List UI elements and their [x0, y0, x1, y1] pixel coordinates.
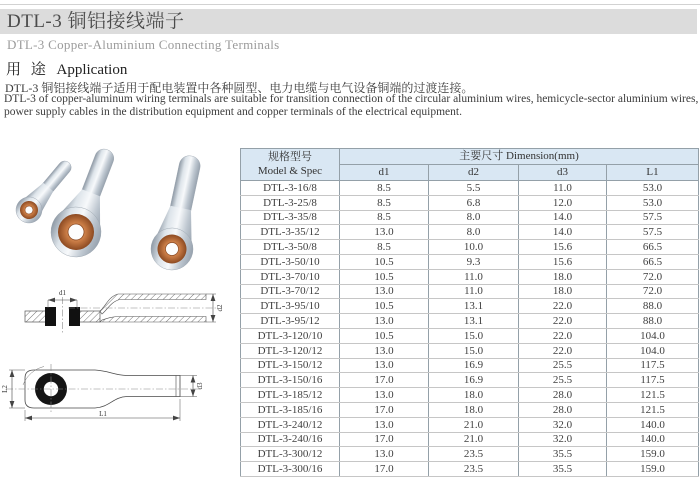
- table-row: [241, 388, 699, 403]
- model-cell: DTL-3-50/10: [241, 254, 340, 269]
- dimension-cell: 8.0: [429, 210, 519, 225]
- dimension-cell: 16.9: [429, 373, 519, 388]
- table-row: [241, 195, 699, 210]
- header-row-group: [241, 149, 699, 165]
- dimension-cell: 9.3: [429, 254, 519, 269]
- dimension-cell: 13.0: [340, 447, 429, 462]
- terminal-lug-large: [147, 152, 212, 274]
- dimension-cell: 121.5: [607, 402, 699, 417]
- dimension-cell: 72.0: [607, 269, 699, 284]
- dimension-cell: 22.0: [519, 314, 607, 329]
- dimension-cell: 159.0: [607, 447, 699, 462]
- dimension-cell: 13.1: [429, 314, 519, 329]
- model-cell: DTL-3-300/12: [241, 447, 340, 462]
- top-view-diagram: [0, 363, 235, 425]
- dimension-cell: 13.0: [340, 417, 429, 432]
- dimension-cell: 10.5: [340, 254, 429, 269]
- dimension-cell: 88.0: [607, 314, 699, 329]
- dimension-cell: 18.0: [519, 284, 607, 299]
- table-row: [241, 417, 699, 432]
- dimension-cell: 15.6: [519, 254, 607, 269]
- section-view-diagram: [0, 284, 235, 342]
- dimension-cell: 159.0: [607, 462, 699, 477]
- table-row: [241, 462, 699, 477]
- model-cell: DTL-3-25/8: [241, 195, 340, 210]
- table-row: [241, 225, 699, 240]
- dimension-cell: 16.9: [429, 358, 519, 373]
- model-cell: DTL-3-95/12: [241, 314, 340, 329]
- dimension-cell: 10.5: [340, 299, 429, 314]
- model-spec-header-en: Model & Spec: [257, 164, 323, 177]
- dimension-cell: 18.0: [519, 269, 607, 284]
- dimension-cell: 57.5: [607, 210, 699, 225]
- col-header-d2: d2: [429, 165, 519, 181]
- dimension-cell: 25.5: [519, 373, 607, 388]
- model-cell: DTL-3-185/16: [241, 402, 340, 417]
- table-row: [241, 210, 699, 225]
- dimension-cell: 10.5: [340, 269, 429, 284]
- model-cell: DTL-3-35/12: [241, 225, 340, 240]
- ring-section-block: [69, 307, 80, 326]
- page-title-bar: [0, 9, 697, 34]
- dimension-cell: 28.0: [519, 402, 607, 417]
- dimension-cell: 28.0: [519, 388, 607, 403]
- dimension-cell: 140.0: [607, 417, 699, 432]
- dimension-cell: 23.5: [429, 462, 519, 477]
- spec-table: [240, 148, 699, 477]
- dimension-cell: 22.0: [519, 299, 607, 314]
- dimension-cell: 10.5: [340, 328, 429, 343]
- table-row: [241, 328, 699, 343]
- dimension-group-header: 主要尺寸 Dimension(mm): [340, 149, 699, 165]
- dimension-cell: 6.8: [429, 195, 519, 210]
- model-cell: DTL-3-50/8: [241, 240, 340, 255]
- table-row: [241, 314, 699, 329]
- dimension-cell: 53.0: [607, 181, 699, 196]
- dimension-cell: 15.0: [429, 328, 519, 343]
- dim-label-L2: L2: [1, 385, 9, 393]
- dimension-cell: 21.0: [429, 432, 519, 447]
- application-text-zh: DTL-3 铜铝接线端子适用于配电装置中各种圆型、电力电缆与电气设备铜端的过渡连接。: [5, 81, 474, 95]
- spec-table-head: [241, 149, 699, 181]
- dimension-cell: 15.6: [519, 240, 607, 255]
- dimension-cell: 35.5: [519, 462, 607, 477]
- product-photo: [0, 142, 235, 290]
- model-spec-header-zh: 规格型号: [268, 150, 312, 163]
- dim-label-L1: L1: [99, 410, 107, 418]
- dimension-cell: 21.0: [429, 417, 519, 432]
- model-cell: DTL-3-95/10: [241, 299, 340, 314]
- dimension-cell: 140.0: [607, 432, 699, 447]
- model-cell: DTL-3-35/8: [241, 210, 340, 225]
- dimension-cell: 53.0: [607, 195, 699, 210]
- dimension-cell: 13.0: [340, 314, 429, 329]
- dimension-cell: 104.0: [607, 343, 699, 358]
- table-row: [241, 343, 699, 358]
- model-cell: DTL-3-185/12: [241, 388, 340, 403]
- model-cell: DTL-3-16/8: [241, 181, 340, 196]
- dimension-cell: 117.5: [607, 358, 699, 373]
- dimension-cell: 11.0: [429, 284, 519, 299]
- dimension-cell: 22.0: [519, 328, 607, 343]
- dimension-cell: 66.5: [607, 254, 699, 269]
- dimension-cell: 32.0: [519, 432, 607, 447]
- dimension-cell: 17.0: [340, 462, 429, 477]
- col-header-L1: L1: [607, 165, 699, 181]
- top-divider: [0, 4, 700, 5]
- terminal-lug-medium: [44, 142, 131, 264]
- dimension-cell: 13.1: [429, 299, 519, 314]
- model-cell: DTL-3-240/16: [241, 432, 340, 447]
- dimension-cell: 8.5: [340, 181, 429, 196]
- table-row: [241, 284, 699, 299]
- barrel-wall-top: [100, 294, 206, 314]
- application-heading: [6, 58, 127, 79]
- dimension-cell: 8.5: [340, 240, 429, 255]
- model-cell: DTL-3-150/12: [241, 358, 340, 373]
- dimension-cell: 13.0: [340, 358, 429, 373]
- table-row: [241, 181, 699, 196]
- table-row: [241, 358, 699, 373]
- dimension-cell: 104.0: [607, 328, 699, 343]
- dimension-cell: 13.0: [340, 388, 429, 403]
- dimension-cell: 14.0: [519, 210, 607, 225]
- dimension-cell: 117.5: [607, 373, 699, 388]
- dimension-cell: 10.0: [429, 240, 519, 255]
- table-row: [241, 373, 699, 388]
- dimension-cell: 18.0: [429, 402, 519, 417]
- dimension-cell: 14.0: [519, 225, 607, 240]
- dimension-cell: 8.0: [429, 225, 519, 240]
- col-header-d3: d3: [519, 165, 607, 181]
- dimension-cell: 13.0: [340, 284, 429, 299]
- dimension-cell: 57.5: [607, 225, 699, 240]
- dimension-cell: 121.5: [607, 388, 699, 403]
- dimension-cell: 5.5: [429, 181, 519, 196]
- dimension-cell: 11.0: [519, 181, 607, 196]
- dimension-cell: 8.5: [340, 195, 429, 210]
- table-row: [241, 432, 699, 447]
- dim-label-d1: d1: [59, 289, 66, 297]
- table-row: [241, 240, 699, 255]
- page-title: DTL-3 铜铝接线端子: [7, 11, 185, 32]
- dimension-cell: 72.0: [607, 284, 699, 299]
- dimension-cell: 35.5: [519, 447, 607, 462]
- model-cell: DTL-3-70/10: [241, 269, 340, 284]
- dimension-cell: 8.5: [340, 210, 429, 225]
- col-header-d1: d1: [340, 165, 429, 181]
- dimension-cell: 13.0: [340, 343, 429, 358]
- dim-label-d3: d3: [196, 382, 204, 390]
- dimension-cell: 12.0: [519, 195, 607, 210]
- dimension-cell: 22.0: [519, 343, 607, 358]
- application-text-en: DTL-3 of copper-aluminum wiring terminals are suitable for transition connection of the circular aluminium wires, hemicycle-sector aluminium wires, power supply cables in the distribution equipment and copper terminals of the electrical equipment.: [4, 93, 699, 118]
- dimension-cell: 17.0: [340, 373, 429, 388]
- dimension-cell: 25.5: [519, 358, 607, 373]
- model-spec-header: [241, 149, 340, 181]
- page-subtitle: DTL-3 Copper-Aluminium Connecting Terminals: [7, 37, 280, 52]
- dimension-cell: 66.5: [607, 240, 699, 255]
- model-cell: DTL-3-150/16: [241, 373, 340, 388]
- dimension-cell: 11.0: [429, 269, 519, 284]
- table-row: [241, 254, 699, 269]
- dimension-cell: 17.0: [340, 432, 429, 447]
- application-heading-zh: 用 途: [6, 62, 49, 78]
- dimension-cell: 23.5: [429, 447, 519, 462]
- dimension-cell: 18.0: [429, 388, 519, 403]
- table-row: [241, 269, 699, 284]
- model-cell: DTL-3-70/12: [241, 284, 340, 299]
- ring-section-block: [45, 307, 56, 326]
- dimension-cell: 88.0: [607, 299, 699, 314]
- application-heading-en: Application: [56, 62, 128, 78]
- table-row: [241, 447, 699, 462]
- model-cell: DTL-3-240/12: [241, 417, 340, 432]
- dimension-cell: 32.0: [519, 417, 607, 432]
- model-cell: DTL-3-120/12: [241, 343, 340, 358]
- barrel-wall-bottom: [100, 317, 206, 323]
- dim-label-d2: d2: [216, 304, 224, 312]
- model-cell: DTL-3-120/10: [241, 328, 340, 343]
- dimension-cell: 15.0: [429, 343, 519, 358]
- dimension-cell: 17.0: [340, 402, 429, 417]
- table-row: [241, 402, 699, 417]
- spec-table-body: [241, 181, 699, 477]
- dimension-cell: 13.0: [340, 225, 429, 240]
- model-cell: DTL-3-300/16: [241, 462, 340, 477]
- table-row: [241, 299, 699, 314]
